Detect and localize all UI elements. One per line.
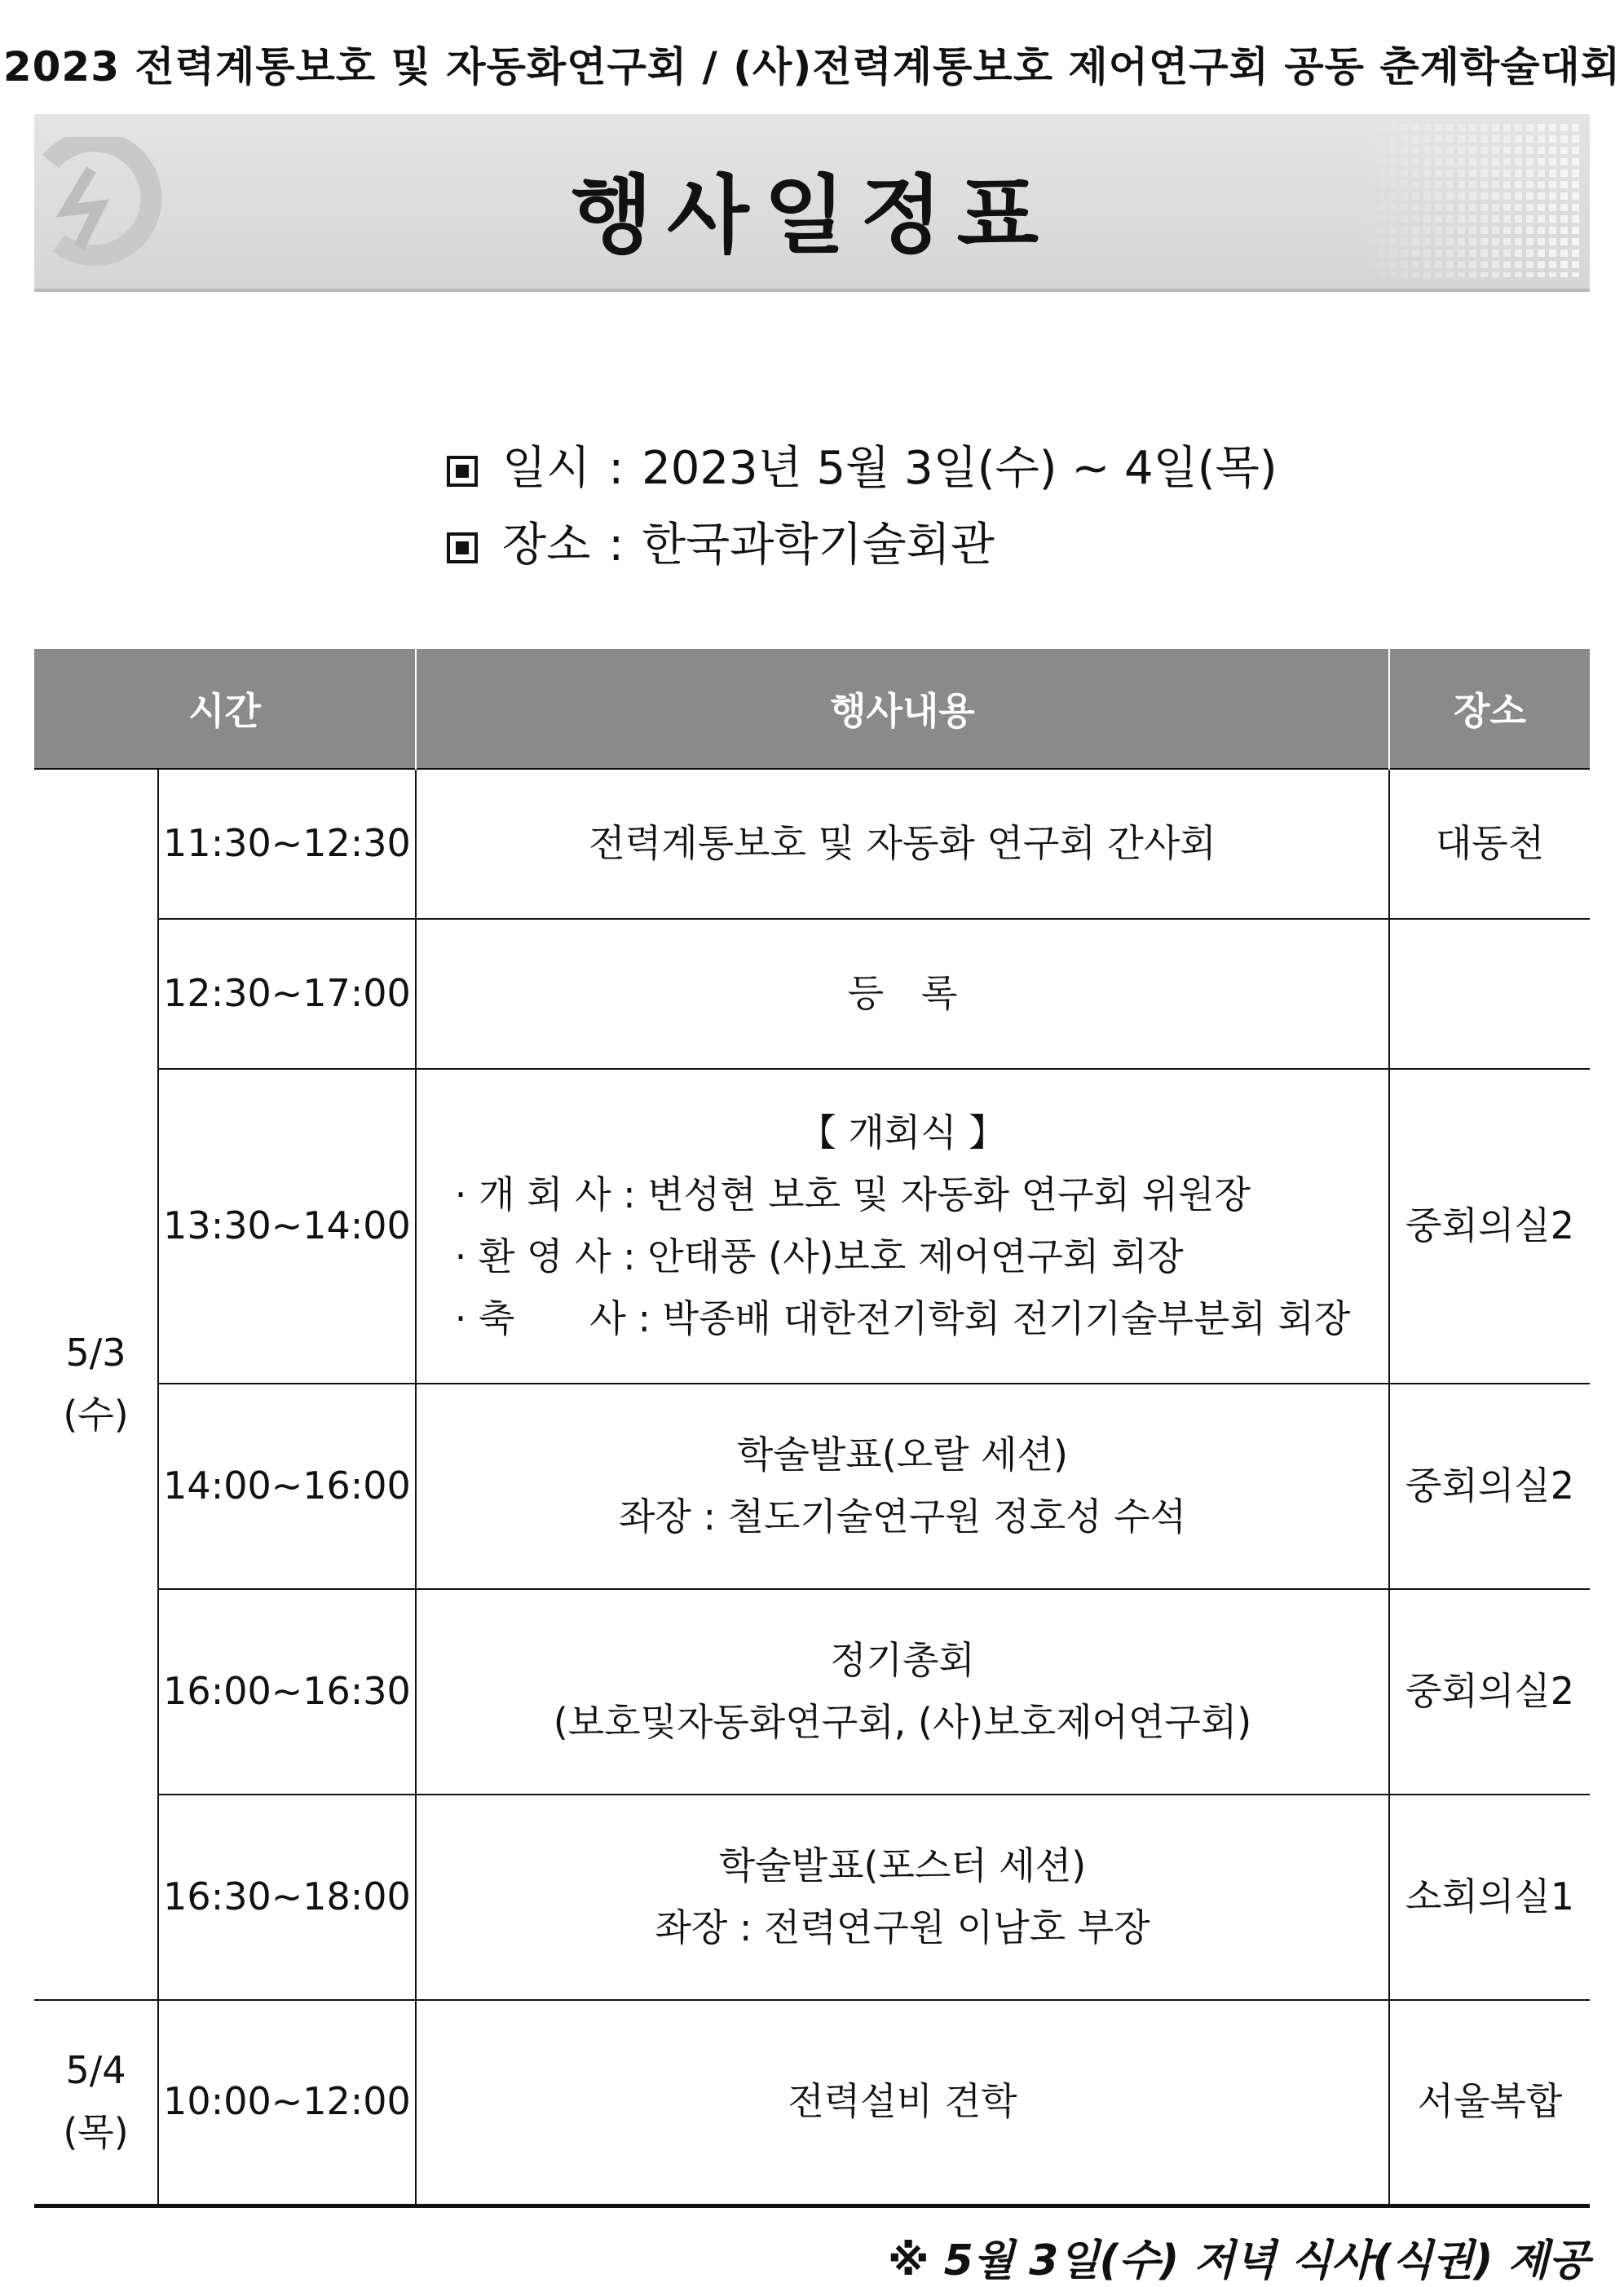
square-bullet-icon (447, 532, 478, 563)
day-cell-5-3 (34, 769, 158, 2000)
place-cell: 중회의실2 (1389, 1589, 1590, 1795)
date-value: 2023년 5월 3일(수) ~ 4일(목) (642, 442, 1278, 495)
header-time: 시간 (34, 649, 416, 769)
content-cell (416, 1069, 1389, 1384)
time-cell: 10:00~12:00 (158, 2000, 416, 2205)
title-banner (34, 114, 1590, 292)
table-header-row (34, 649, 1590, 769)
banner-title: 행사일정표 (570, 166, 1054, 265)
content-cell: 전력설비 견학 (416, 2000, 1389, 2205)
day-weekday: (수) (63, 1393, 129, 1437)
dinner-footnote: ※ 5월 3일(수) 저녁 식사(식권) 제공 (887, 2236, 1590, 2285)
time-cell: 16:00~16:30 (158, 1589, 416, 1795)
event-place-line (447, 509, 995, 574)
place-cell (1389, 919, 1590, 1069)
header-place: 장소 (1389, 649, 1590, 769)
event-date-line (447, 432, 1278, 497)
session-sub: (보호및자동화연구회, (사)보호제어연구회) (553, 1700, 1252, 1744)
header-content: 행사내용 (416, 649, 1389, 769)
day-cell-5-4 (34, 2000, 158, 2205)
place-cell: 소회의실1 (1389, 1795, 1590, 2000)
decorative-dot-pattern (1353, 122, 1582, 277)
square-bullet-icon (447, 456, 478, 487)
content-cell: 전력계통보호 및 자동화 연구회 간사회 (416, 769, 1389, 919)
session-title: 학술발표(포스터 세션) (718, 1843, 1087, 1888)
table-row (34, 919, 1590, 1069)
table-row (34, 2000, 1590, 2205)
session-sub: 좌장 : 전력연구원 이남호 부장 (655, 1905, 1150, 1949)
place-cell: 서울복합 (1389, 2000, 1590, 2205)
session-sub: 좌장 : 철도기술연구원 정호성 수석 (618, 1494, 1187, 1539)
ceremony-line: · 축 사 : 박종배 대한전기학회 전기기술부분회 회장 (454, 1296, 1351, 1340)
ceremony-line: · 개 회 사 : 변성현 보호 및 자동화 연구회 위원장 (454, 1172, 1251, 1217)
time-cell: 11:30~12:30 (158, 769, 416, 919)
place-cell: 중회의실2 (1389, 1384, 1590, 1589)
place-value: 한국과학기술회관 (642, 519, 995, 572)
place-cell: 대동천 (1389, 769, 1590, 919)
table-row (34, 1589, 1590, 1795)
time-cell: 16:30~18:00 (158, 1795, 416, 2000)
separator: : (608, 442, 624, 495)
day-weekday: (목) (63, 2110, 129, 2155)
table-row (34, 1795, 1590, 2000)
date-label: 일시 (502, 442, 591, 495)
time-cell: 13:30~14:00 (158, 1069, 416, 1384)
time-cell: 12:30~17:00 (158, 919, 416, 1069)
ceremony-title: 【 개회식 】 (798, 1110, 1007, 1155)
time-cell: 14:00~16:00 (158, 1384, 416, 1589)
table-row (34, 1384, 1590, 1589)
day-date: 5/4 (65, 2048, 126, 2093)
schedule-table (34, 649, 1590, 2208)
document-top-title: 2023 전력계통보호 및 자동화연구회 / (사)전력계통보호 제어연구회 공동 춘계학술대회 (2, 43, 1622, 91)
content-cell (416, 1384, 1389, 1589)
separator: : (608, 519, 624, 572)
session-title: 정기총회 (830, 1638, 975, 1683)
day-date: 5/3 (65, 1331, 126, 1375)
content-cell (416, 1589, 1389, 1795)
table-row (34, 769, 1590, 919)
session-title: 학술발표(오랄 세션) (736, 1433, 1068, 1477)
ceremony-speaker-list (455, 1164, 1351, 1350)
ceremony-line: · 환 영 사 : 안태풍 (사)보호 제어연구회 회장 (454, 1234, 1184, 1278)
table-row (34, 1069, 1590, 1384)
place-cell: 중회의실2 (1389, 1069, 1590, 1384)
content-cell: 등 록 (416, 919, 1389, 1069)
place-label: 장소 (502, 519, 591, 572)
content-cell (416, 1795, 1389, 2000)
